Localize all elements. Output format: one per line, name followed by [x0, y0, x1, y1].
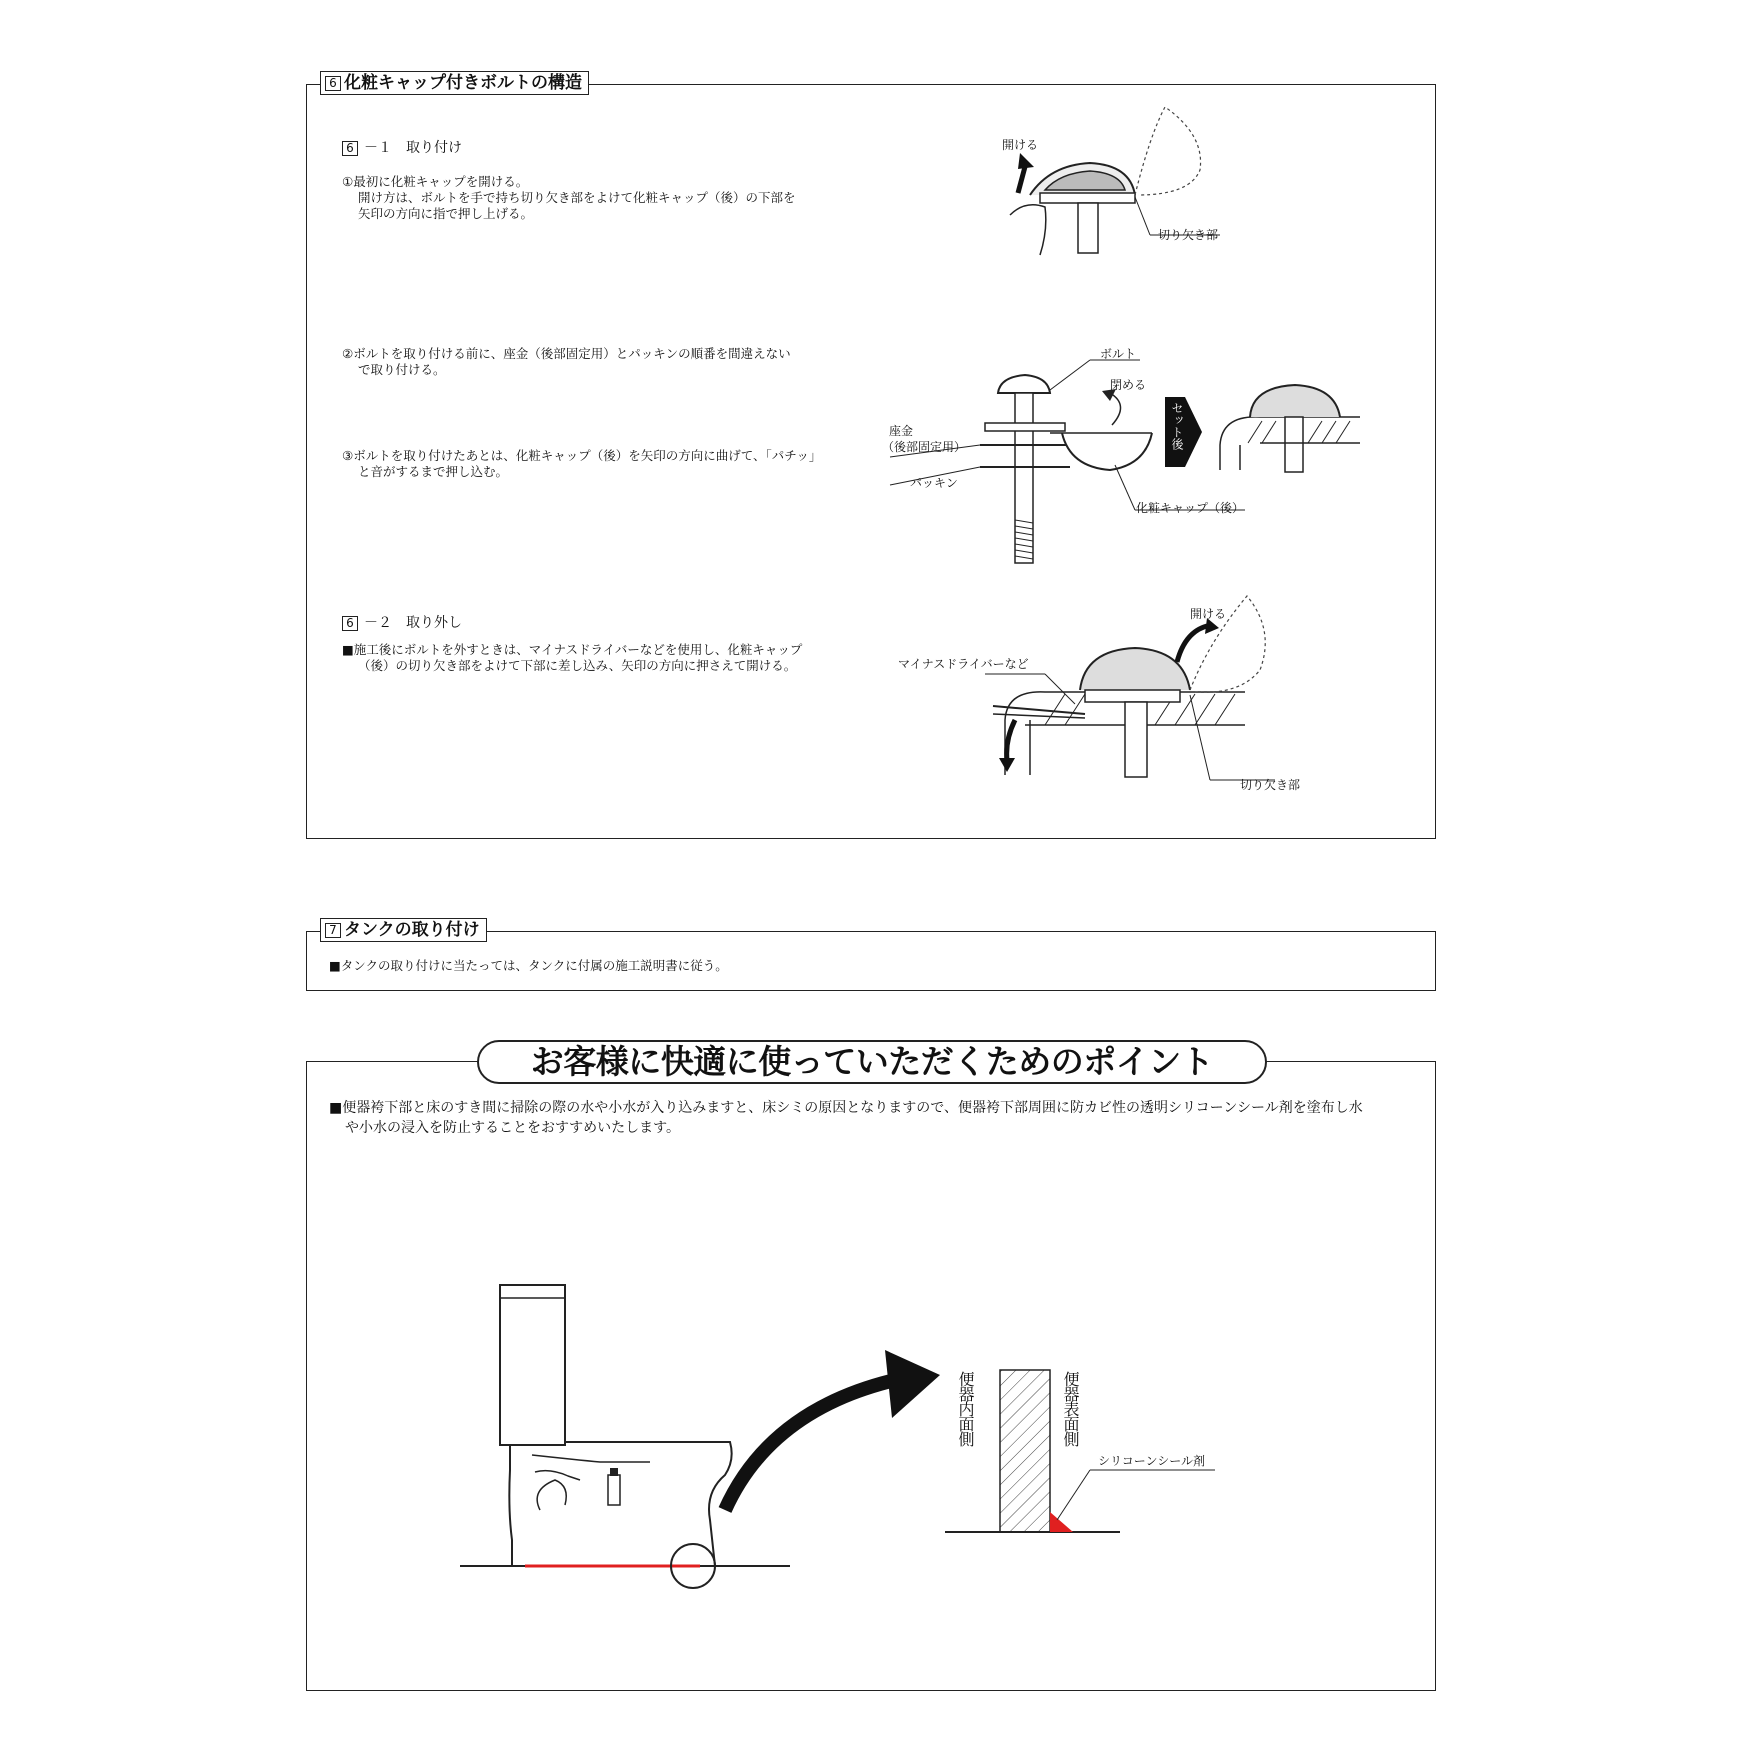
section7-text: ■タンクの取り付けに当たっては、タンクに付属の施工説明書に従う。 — [329, 958, 728, 973]
fig1-notch-label: 切り欠き部 — [1158, 228, 1219, 242]
section6-title — [320, 71, 589, 95]
points-line1: ■便器袴下部と床のすき間に掃除の際の水や小水が入り込みますと、床シミの原因となりますので、便器袴下部周囲に防カビ性の透明シリコーンシール剤を塗布し水 — [329, 1100, 1363, 1116]
fig2-washer-label-1: 座金 — [889, 424, 914, 438]
fig2-after-set-label: セット後 — [1170, 402, 1184, 450]
sub6-2-heading — [342, 612, 462, 632]
fig2-washer-label-2: （後部固定用） — [882, 440, 967, 454]
section7-title — [320, 918, 487, 942]
sub6-2-label: －２ 取り外し — [364, 615, 462, 631]
step1-line3: 矢印の方向に指で押し上げる。 — [358, 206, 534, 221]
step2-line1: ②ボルトを取り付ける前に、座金（後部固定用）とパッキンの順番を間違えない — [342, 346, 791, 361]
points-title: お客様に快適に使っていただくためのポイント — [477, 1040, 1267, 1084]
step3-line1: ③ボルトを取り付けたあとは、化粧キャップ（後）を矢印の方向に曲げて、「パチッ」 — [342, 448, 822, 463]
step2-line2: で取り付ける。 — [358, 362, 446, 377]
step1-text — [342, 174, 796, 222]
magnify-arrow — [720, 1340, 960, 1520]
sealant-leader-line — [1090, 1469, 1220, 1473]
fig3-open-label: 開ける — [1190, 607, 1227, 621]
inner-side-label: 便器内面側 — [956, 1371, 975, 1446]
removal-text — [342, 642, 802, 674]
step2-text — [342, 346, 791, 378]
step1-line2: 開け方は、ボルトを手で持ち切り欠き部をよけて化粧キャップ（後）の下部を — [358, 190, 796, 205]
sub6-1-label: －１ 取り付け — [364, 140, 462, 156]
section7-title-text: タンクの取り付け — [344, 920, 480, 940]
sub6-1-heading — [342, 137, 462, 157]
points-text — [329, 1098, 1363, 1138]
fig2-cap-label: 化粧キャップ（後） — [1136, 501, 1245, 515]
removal-line2: （後）の切り欠き部をよけて下部に差し込み、矢印の方向に押さえて開ける。 — [358, 658, 797, 673]
fig2-close-label: 閉める — [1110, 378, 1147, 392]
step1-line1: ①最初に化粧キャップを開ける。 — [342, 174, 529, 189]
removal-line1: ■施工後にボルトを外すときは、マイナスドライバーなどを使用し、化粧キャップ — [342, 642, 803, 657]
points-line2: や小水の浸入を防止することをおすすめいたします。 — [345, 1120, 681, 1136]
fig3-driver-label: マイナスドライバーなど — [898, 657, 1029, 671]
fig2-packing-label: パッキン — [910, 476, 958, 490]
section7-number: 7 — [325, 923, 341, 938]
fig3-notch-label: 切り欠き部 — [1240, 778, 1301, 792]
fig3-removal-illustration — [985, 590, 1285, 790]
step3-text — [342, 448, 821, 480]
step3-line2: と音がするまで押し込む。 — [358, 464, 509, 479]
sealant-label: シリコーンシール剤 — [1098, 1454, 1205, 1468]
sub6-2-number: 6 — [342, 616, 358, 631]
section6-title-text: 化粧キャップ付きボルトの構造 — [344, 73, 582, 93]
sub6-1-number: 6 — [342, 141, 358, 156]
fig1-open-label: 開ける — [1002, 138, 1039, 152]
section6-number: 6 — [325, 76, 341, 91]
outer-side-label: 便器表面側 — [1061, 1371, 1080, 1446]
fig2-bolt-label: ボルト — [1100, 347, 1137, 361]
